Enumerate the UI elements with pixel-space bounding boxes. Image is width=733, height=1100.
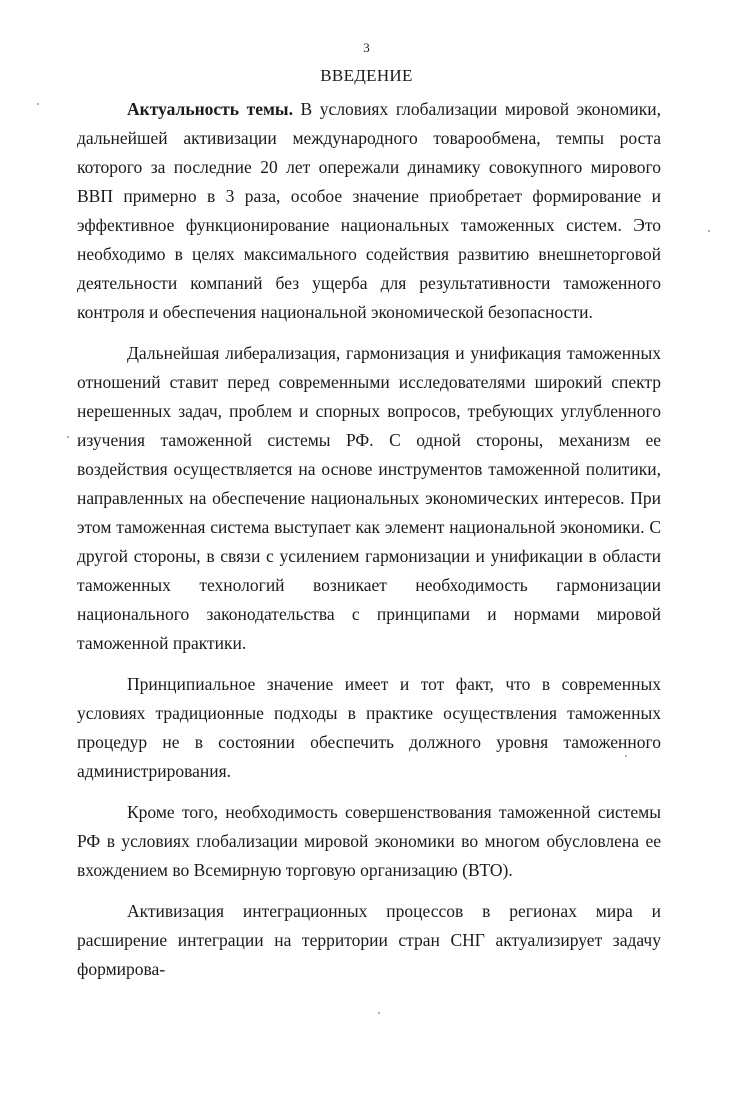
paragraph: Принципиальное значение имеет и тот факт, что в современных условиях традиционные подходы в практике осуществления таможенных процедур не в состоянии обеспечить должного уровня таможенного администрирования.: [77, 674, 661, 781]
paragraph: Кроме того, необходимость совершенствования таможенной системы РФ в условиях глобализации мировой экономики во многом обусловлена ее вхождением во Всемирную торговую организацию (ВТО).: [77, 802, 661, 880]
scan-speck: [625, 755, 627, 757]
paragraph: Дальнейшая либерализация, гармонизация и унификация таможенных отношений ставит перед современными исследователями широкий спектр нерешенных задач, проблем и спорных вопросов, требующих углубленного изучения таможенной системы РФ. С одной стороны, механизм ее воздействия осуществляется на основе инструментов таможенной политики, направленных на обеспечение национальных экономических интересов. При этом таможенная система выступает как элемент национальной экономики. С другой стороны, в связи с усилением гармонизации и унификации в области таможенных технологий возникает необходимость гармонизации национального законодательства с принципами и нормами мировой таможенной практики.: [77, 343, 661, 653]
paragraph-intro: [77, 95, 661, 327]
scan-speck: [37, 103, 39, 105]
intro-lead: Актуальность темы.: [127, 99, 293, 119]
document-body: [77, 95, 661, 996]
page-title: ВВЕДЕНИЕ: [320, 66, 413, 85]
scan-speck: [708, 230, 710, 232]
scan-speck: [378, 1012, 380, 1014]
scan-speck: [67, 436, 69, 438]
intro-text: В условиях глобализации мировой экономики, дальнейшей активизации международного товарообмена, темпы роста которого за последние 20 лет опережали динамику совокупного мирового ВВП примерно в 3 раза, особое значение приобретает формирование и эффективное функционирование национальных таможенных систем. Это необходимо в целях максимального содействия развитию внешнеторговой деятельности компаний без ущерба для результативности таможенного контроля и обеспечения национальной экономической безопасности.: [77, 99, 662, 322]
page-number: 3: [363, 40, 370, 55]
paragraph: Активизация интеграционных процессов в регионах мира и расширение интеграции на территории стран СНГ актуализирует задачу формирова-: [77, 901, 661, 979]
